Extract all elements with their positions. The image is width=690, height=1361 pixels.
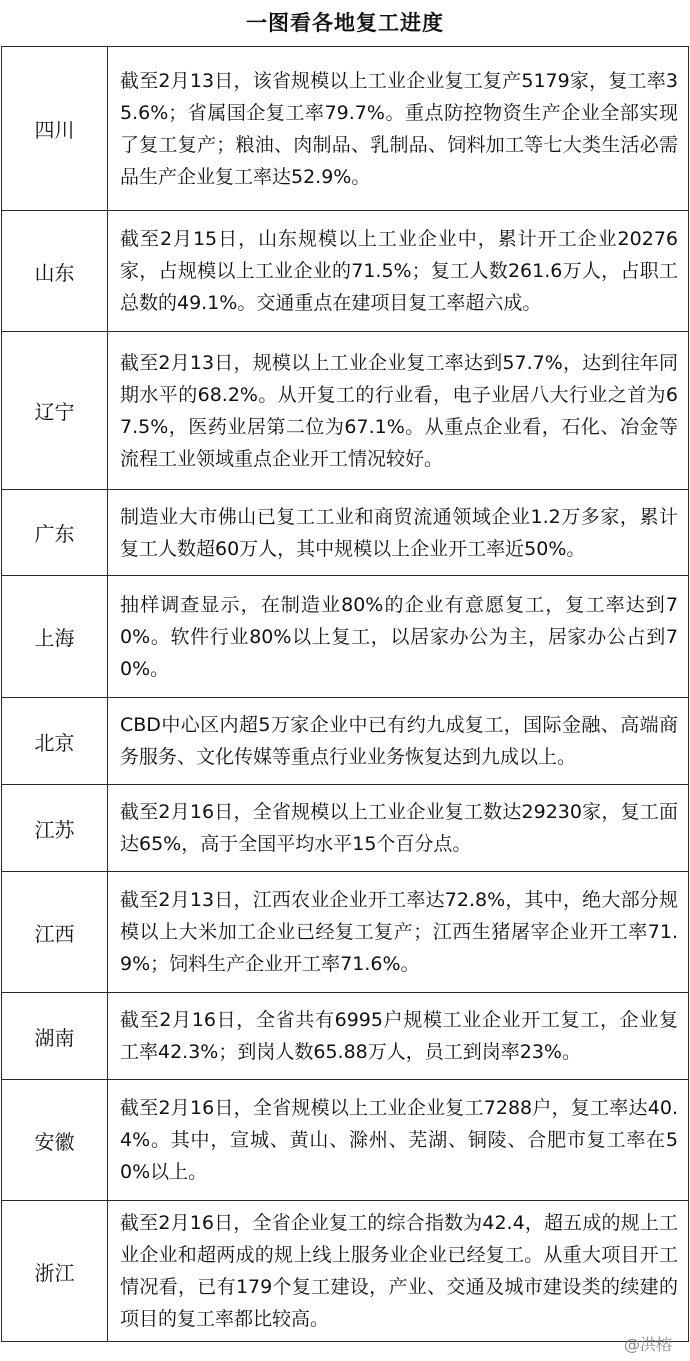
table-row [2, 993, 688, 1080]
description-text: CBD中心区内超5万家企业中已有约九成复工，国际金融、高端商务服务、文化传媒等重点行业业务恢复达到九成以上。 [120, 714, 678, 768]
table-row [2, 1201, 688, 1342]
description-cell [108, 1201, 688, 1341]
description-text: 截至2月15日，山东规模以上工业企业中，累计开工企业20276家，占规模以上工业企业的71.5%；复工人数261.6万人，占职工总数的49.1%。交通重点在建项目复工率超六成。 [120, 228, 678, 314]
table-row [2, 698, 688, 785]
description-text: 截至2月16日，全省规模以上工业企业复工数达29230家，复工面达65%，高于全国平均水平15个百分点。 [120, 801, 678, 855]
table-row [2, 47, 688, 211]
table-row [2, 490, 688, 576]
page-title: 一图看各地复工进度 [246, 11, 444, 35]
description-text: 截至2月16日，全省规模以上工业企业复工7288户，复工率达40.4%。其中，宣城、黄山、滁州、芜湖、铜陵、合肥市复工率在50%以上。 [120, 1097, 678, 1183]
region-cell: 安徽 [2, 1080, 108, 1200]
author-watermark: @洪榕 [623, 1335, 672, 1354]
region-cell: 广东 [2, 490, 108, 575]
region-cell: 江西 [2, 872, 108, 992]
region-cell: 上海 [2, 576, 108, 697]
description-cell [108, 1080, 688, 1200]
region-cell: 北京 [2, 698, 108, 784]
description-text: 制造业大市佛山已复工工业和商贸流通领域企业1.2万多家，累计复工人数超60万人，其中规模以上企业开工率近50%。 [120, 505, 678, 560]
table-row [2, 576, 688, 698]
table-row [2, 1080, 688, 1201]
description-text: 截至2月16日，全省企业复工的综合指数为42.4，超五成的规上工业企业和超两成的规上线上服务业企业已经复工。从重大项目开工情况看，已有179个复工建设，产业、交通及城市建设类的续建的项目的复工率都比较高。 [120, 1212, 678, 1330]
description-cell [108, 211, 688, 331]
description-cell [108, 698, 688, 784]
description-text: 抽样调查显示，在制造业80%的企业有意愿复工，复工率达到70%。软件行业80%以上复工，以居家办公为主，居家办公占到70%。 [120, 593, 678, 680]
region-cell: 湖南 [2, 993, 108, 1079]
progress-table [1, 46, 689, 1342]
description-text: 截至2月16日，全省共有6995户规模工业企业开工复工，企业复工率42.3%；到岗人数65.88万人，员工到岗率23%。 [120, 1009, 678, 1063]
region-cell: 四川 [2, 47, 108, 210]
region-cell: 山东 [2, 211, 108, 331]
description-cell [108, 872, 688, 992]
region-cell: 江苏 [2, 785, 108, 871]
table-row [2, 872, 688, 993]
description-text: 截至2月13日，江西农业企业开工率达72.8%，其中，绝大部分规模以上大米加工企业已经复工复产；江西生猪屠宰企业开工率71.9%；饲料生产企业开工率71.6%。 [120, 889, 678, 975]
description-text: 截至2月13日，该省规模以上工业企业复工复产5179家，复工率35.6%；省属国企复工率79.7%。重点防控物资生产企业全部实现了复工复产；粮油、肉制品、乳制品、饲料加工等七大类生活必需品生产企业复工率达52.9%。 [120, 69, 678, 188]
table-row [2, 211, 688, 332]
description-cell [108, 785, 688, 871]
table-row [2, 785, 688, 872]
table-row [2, 332, 688, 490]
description-text: 截至2月13日，规模以上工业企业复工率达到57.7%，达到往年同期水平的68.2%。从开复工的行业看，电子业居八大行业之首为67.5%，医药业居第二位为67.1%。从重点企业看，石化、冶金等流程工业领域重点企业开工情况较好。 [120, 351, 678, 470]
description-cell [108, 993, 688, 1079]
description-cell [108, 47, 688, 210]
region-cell: 浙江 [2, 1201, 108, 1341]
description-cell [108, 490, 688, 575]
region-cell: 辽宁 [2, 332, 108, 489]
description-cell [108, 332, 688, 489]
description-cell [108, 576, 688, 697]
